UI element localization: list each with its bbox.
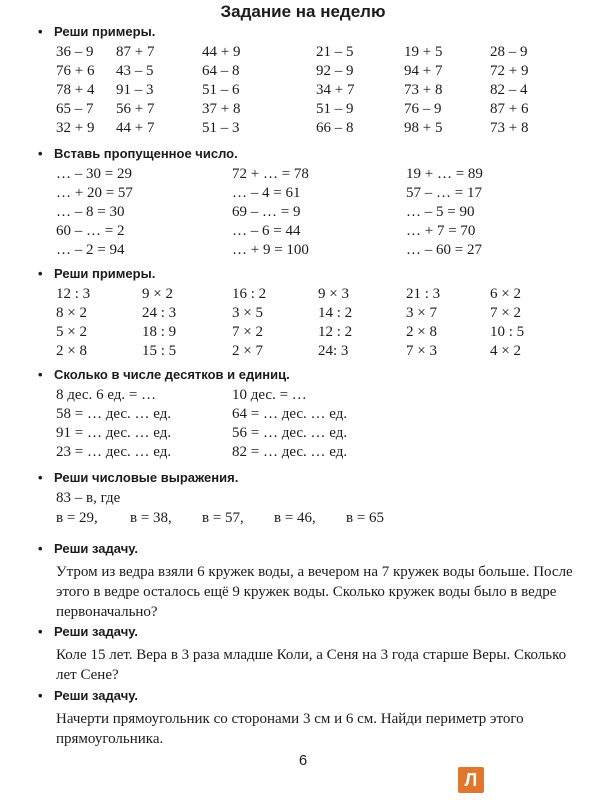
section-8-heading: • Реши задачу. — [38, 688, 138, 703]
example: 78 + 4 — [56, 82, 95, 98]
example: 98 + 5 — [404, 120, 443, 136]
value-item: в = 57, — [202, 510, 244, 526]
blank-equation: … – 30 = 29 — [56, 166, 132, 182]
example: 7 × 2 — [232, 324, 263, 340]
place-value-item: 10 дес. = … — [232, 387, 307, 403]
example: 87 + 7 — [116, 44, 155, 60]
problem-text: Начерти прямоугольник со сторонами 3 см и 6 см. Найди периметр этого прямоугольника. — [56, 711, 524, 747]
problem-text: Коле 15 лет. Вера в 3 раза младше Коли, а Сеня на 3 года старше Веры. Сколько лет Сене? — [56, 647, 567, 683]
example: 7 × 2 — [490, 305, 521, 321]
page-title: Задание на неделю — [220, 2, 386, 21]
example: 19 + 5 — [404, 44, 443, 60]
example: 73 + 8 — [404, 82, 443, 98]
example: 14 : 2 — [318, 305, 353, 321]
example: 51 – 3 — [202, 120, 240, 136]
blank-equation: 69 – … = 9 — [232, 204, 301, 220]
blank-equation: … + 7 = 70 — [406, 223, 476, 239]
example: 3 × 7 — [406, 305, 437, 321]
example: 87 + 6 — [490, 101, 529, 117]
example: 76 + 6 — [56, 63, 95, 79]
place-value-item: 56 = … дес. … ед. — [232, 425, 348, 441]
place-value-item: 91 = … дес. … ед. — [56, 425, 172, 441]
example: 18 : 9 — [142, 324, 177, 340]
bullet: • — [38, 367, 43, 382]
example: 82 – 4 — [490, 82, 528, 98]
bullet: • — [38, 624, 43, 639]
example: 2 × 8 — [406, 324, 437, 340]
place-value-item: 58 = … дес. … ед. — [56, 406, 172, 422]
blank-equation: 72 + … = 78 — [232, 166, 309, 182]
example: 2 × 8 — [56, 343, 87, 359]
blank-equation: … + 20 = 57 — [56, 185, 133, 201]
example: 32 + 9 — [56, 120, 95, 136]
example: 15 : 5 — [142, 343, 177, 359]
example: 2 × 7 — [232, 343, 263, 359]
example: 16 : 2 — [232, 286, 267, 302]
example: 51 – 6 — [202, 82, 240, 98]
problem-text: Утром из ведра взяли 6 кружек воды, а вечером на 7 кружек воды больше. После этого в ведре осталось ещё 9 кружек воды. Сколько кружек воды было в ведре первоначально? — [56, 564, 573, 620]
place-value-item: 82 = … дес. … ед. — [232, 444, 348, 460]
bullet: • — [38, 470, 43, 485]
bullet: • — [38, 146, 43, 161]
bullet: • — [38, 688, 43, 703]
section-2-heading: • Вставь пропущенное число. — [38, 146, 238, 161]
value-item: в = 46, — [274, 510, 316, 526]
place-value-item: 8 дес. 6 ед. = … — [56, 387, 157, 403]
page-number: 6 — [298, 752, 308, 769]
expression: 83 – в, где — [56, 490, 121, 506]
example: 51 – 9 — [316, 101, 354, 117]
example: 66 – 8 — [316, 120, 354, 136]
blank-equation: … – 4 = 61 — [232, 185, 301, 201]
example: 37 + 8 — [202, 101, 241, 117]
logo-letter: Л — [464, 770, 478, 790]
place-value-item: 64 = … дес. … ед. — [232, 406, 348, 422]
example: 64 – 8 — [202, 63, 240, 79]
example: 73 + 8 — [490, 120, 529, 136]
example: 4 × 2 — [490, 343, 521, 359]
section-1-heading: • Реши примеры. — [38, 24, 156, 39]
value-item: в = 29, — [56, 510, 98, 526]
example: 44 + 9 — [202, 44, 241, 60]
example: 65 – 7 — [56, 101, 94, 117]
example: 12 : 2 — [318, 324, 353, 340]
section-5-heading: • Реши числовые выражения. — [38, 470, 239, 485]
blank-equation: … – 6 = 44 — [232, 223, 301, 239]
place-value-item: 23 = … дес. … ед. — [56, 444, 172, 460]
example: 43 – 5 — [116, 63, 154, 79]
example: 6 × 2 — [490, 286, 521, 302]
example: 8 × 2 — [56, 305, 87, 321]
example: 72 + 9 — [490, 63, 529, 79]
example: 28 – 9 — [490, 44, 528, 60]
example: 9 × 3 — [318, 286, 349, 302]
example: 5 × 2 — [56, 324, 87, 340]
blank-equation: … – 2 = 94 — [56, 242, 125, 258]
blank-equation: … – 8 = 30 — [56, 204, 125, 220]
blank-equation: … + 9 = 100 — [232, 242, 309, 258]
example: 36 – 9 — [56, 44, 94, 60]
example: 9 × 2 — [142, 286, 173, 302]
section-4-heading: • Сколько в числе десятков и единиц. — [38, 367, 290, 382]
value-item: в = 65 — [346, 510, 385, 526]
blank-equation: … – 60 = 27 — [406, 242, 482, 258]
value-item: в = 38, — [130, 510, 172, 526]
blank-equation: … – 5 = 90 — [406, 204, 475, 220]
example: 76 – 9 — [404, 101, 442, 117]
example: 21 : 3 — [406, 286, 441, 302]
blank-equation: 19 + … = 89 — [406, 166, 483, 182]
blank-equation: 60 – … = 2 — [56, 223, 125, 239]
blank-equation: 57 – … = 17 — [406, 185, 482, 201]
example: 10 : 5 — [490, 324, 525, 340]
example: 56 + 7 — [116, 101, 155, 117]
bullet: • — [38, 266, 43, 281]
example: 91 – 3 — [116, 82, 154, 98]
publisher-logo-icon — [458, 767, 484, 793]
bullet: • — [38, 541, 43, 556]
example: 12 : 3 — [56, 286, 91, 302]
example: 24 : 3 — [142, 305, 177, 321]
section-6-heading: • Реши задачу. — [38, 541, 138, 556]
example: 21 – 5 — [316, 44, 354, 60]
example: 92 – 9 — [316, 63, 354, 79]
section-3-heading: • Реши примеры. — [38, 266, 156, 281]
example: 34 + 7 — [316, 82, 355, 98]
example: 94 + 7 — [404, 63, 443, 79]
example: 44 + 7 — [116, 120, 155, 136]
example: 7 × 3 — [406, 343, 437, 359]
example: 3 × 5 — [232, 305, 263, 321]
example: 24: 3 — [318, 343, 349, 359]
section-7-heading: • Реши задачу. — [38, 624, 138, 639]
bullet: • — [38, 24, 43, 39]
